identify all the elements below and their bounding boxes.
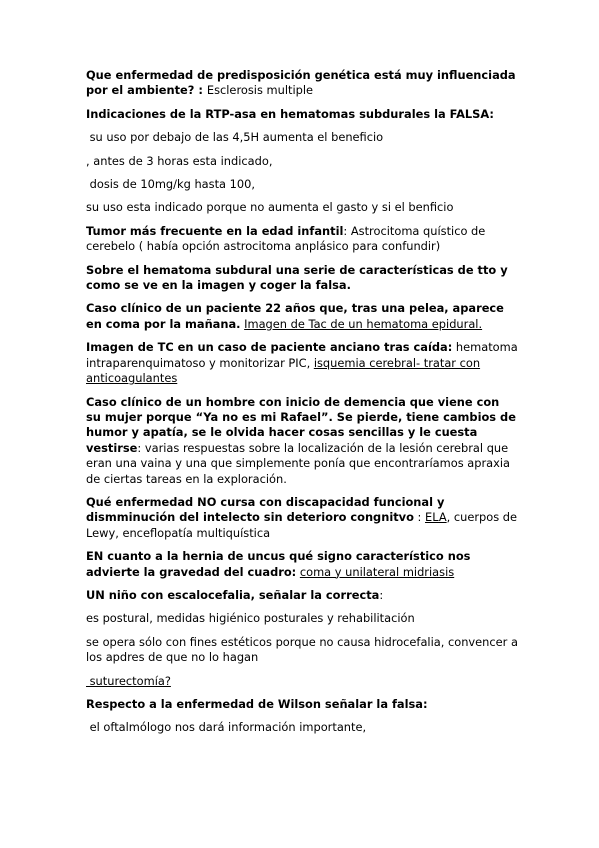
answer-text: : Astrocitoma quístico de cerebelo ( había opción astrocitoma anplásico para confundir) xyxy=(86,223,486,254)
answer-text: Esclerosis multiple xyxy=(206,83,314,98)
question-11 xyxy=(86,697,518,712)
question-text: EN cuanto a la hernia de uncus qué signo característico nos advierte la gravedad del cuadro: xyxy=(86,549,471,579)
answer-text: hematoma intraparenquimatoso y monitorizar PIC, xyxy=(86,340,518,370)
answer-text: : varias respuestas sobre la localización de la lesión cerebral que eran una vaina y una que simplemente ponía que encontraríamos apraxia de ciertas tareas en la exploración. xyxy=(86,440,511,486)
answer-text: Imagen de Tac de un hematoma epidural. xyxy=(244,316,483,331)
option-line: , antes de 3 horas esta indicado, xyxy=(86,153,273,168)
document-content xyxy=(86,68,518,744)
question-1 xyxy=(86,68,518,99)
question-text: Tumor más frecuente en la edad infantil xyxy=(86,223,344,238)
question-text: Que enfermedad de predisposición genética está muy influenciada por el ambiente? : xyxy=(86,68,516,98)
question-text: Qué enfermedad NO cursa con discapacidad funcional y dismminución del intelecto sin deterioro congnitvo xyxy=(86,494,445,525)
answer-underlined: coma y unilateral midriasis xyxy=(299,564,455,579)
answer-underlined: ELA xyxy=(425,510,447,525)
option-line-underlined: suturectomía? xyxy=(86,673,171,688)
question-8 xyxy=(86,495,518,541)
option-line: su uso esta indicado porque no aumenta el gasto y si el benficio xyxy=(86,200,454,215)
question-5 xyxy=(86,301,518,332)
question-text: Caso clínico de un hombre con inicio de demencia que viene con su mujer porque “Ya no es mi Rafael”. Se pierde, tiene cambios de humor y apatía, se le olvida hacer cosas sencillas y le cuesta vestirse xyxy=(86,394,516,455)
question-2 xyxy=(86,107,518,122)
option-line: dosis de 10mg/kg hasta 100, xyxy=(86,177,256,192)
question-7 xyxy=(86,395,518,487)
question-3 xyxy=(86,224,518,255)
option-line: es postural, medidas higiénico posturales y rehabilitación xyxy=(86,611,415,626)
answer-text: , cuerpos de Lewy, enceflopatía multiquística xyxy=(86,510,518,540)
option-line: el oftalmólogo nos dará información importante, xyxy=(86,720,367,735)
option-line: su uso por debajo de las 4,5H aumenta el beneficio xyxy=(86,130,384,145)
question-text: Imagen de TC en un caso de paciente anciano tras caída: xyxy=(86,340,453,355)
answer-text: : xyxy=(379,587,384,602)
question-text: Respecto a la enfermedad de Wilson señalar la falsa: xyxy=(86,697,428,711)
answer-text: : xyxy=(413,510,426,525)
question-text: Caso clínico de un paciente 22 años que, tras una pelea, aparece en coma por la mañana. xyxy=(86,301,504,331)
question-6 xyxy=(86,340,518,386)
question-text: Sobre el hematoma subdural una serie de características de tto y como se ve en la imagen y coger la falsa. xyxy=(86,262,508,293)
option-line: se opera sólo con fines estéticos porque no causa hidrocefalia, convencer a los apdres de que no lo hagan xyxy=(86,634,518,665)
answer-underlined: isquemia cerebral- tratar con anticoagulantes xyxy=(86,355,481,386)
question-9 xyxy=(86,549,518,580)
question-10 xyxy=(86,588,518,603)
question-4 xyxy=(86,263,518,294)
question-text: UN niño con escalocefalia, señalar la correcta xyxy=(86,587,380,602)
question-text: Indicaciones de la RTP-asa en hematomas subdurales la FALSA: xyxy=(86,106,494,121)
